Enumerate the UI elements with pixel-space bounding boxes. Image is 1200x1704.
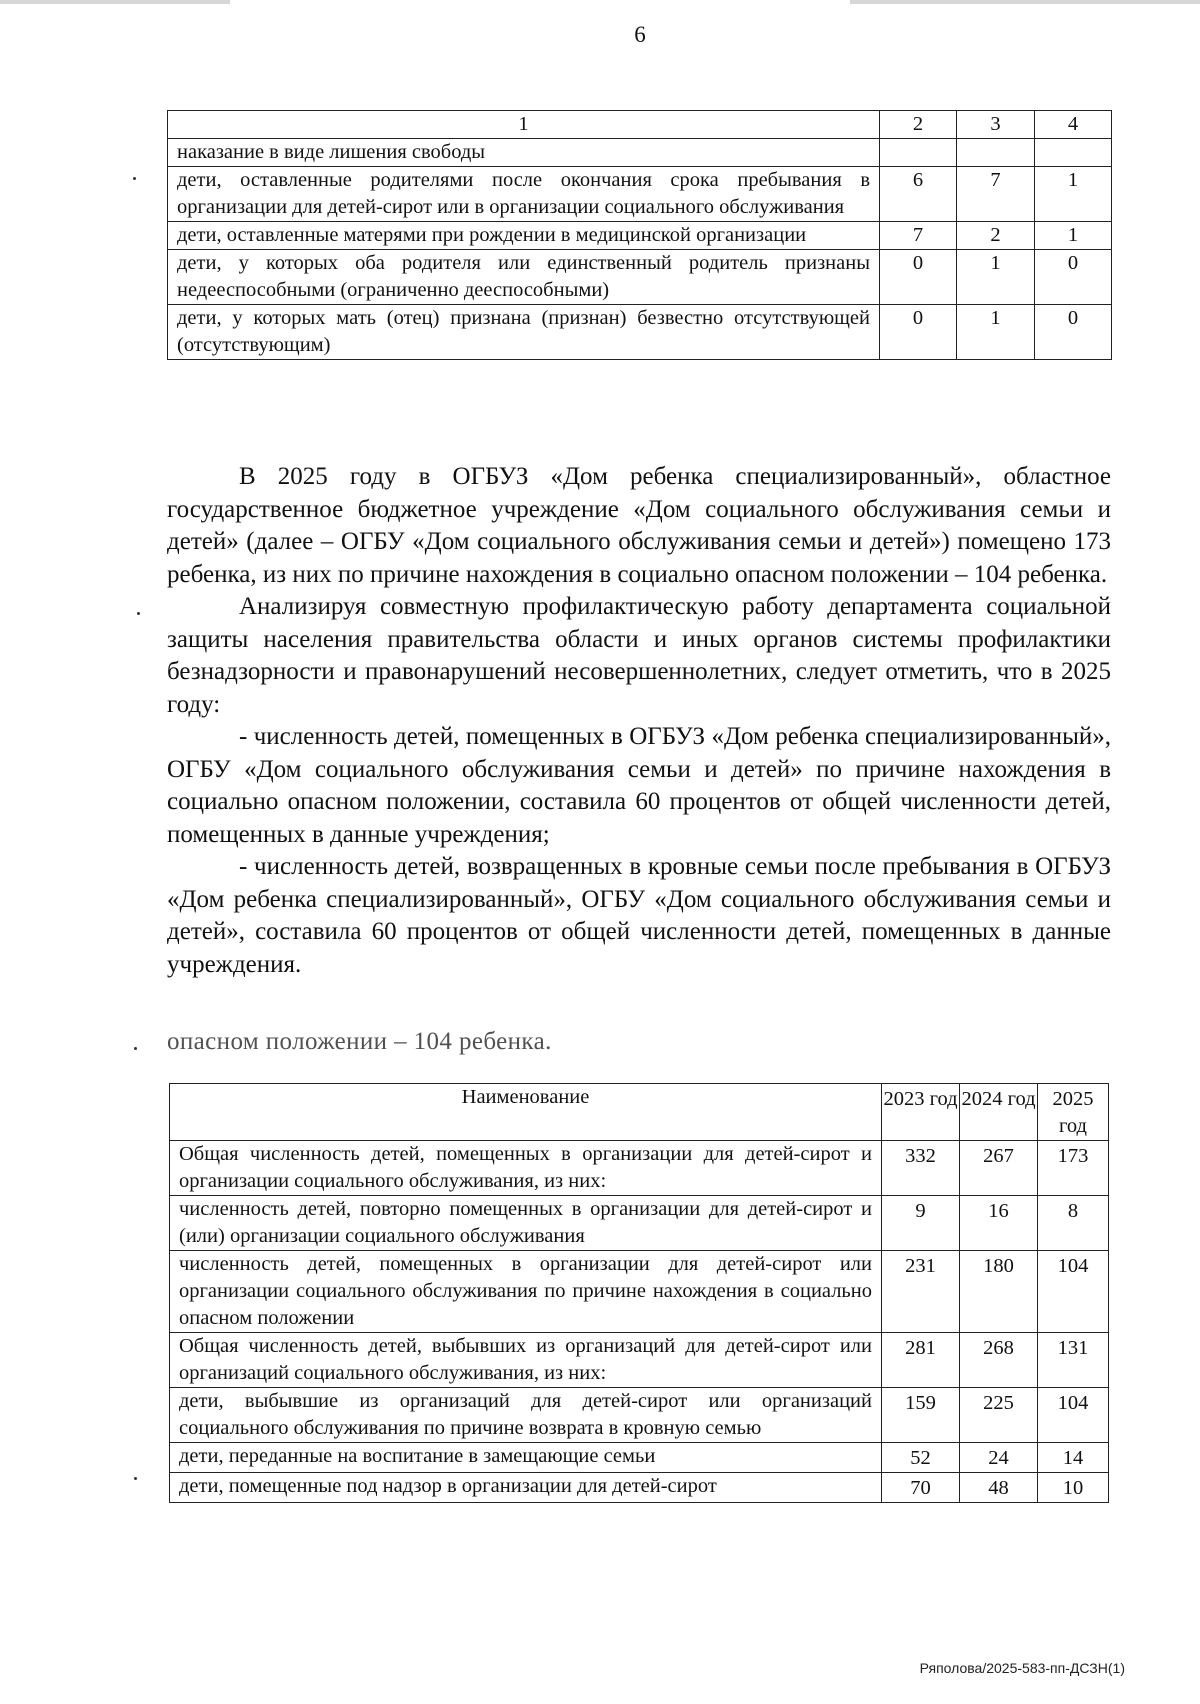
cell-value: 267 (960, 1141, 1038, 1196)
row-label: дети, выбывшие из организаций для детей-сирот или организаций социального обслуживания по причине возврата в кровную семью (170, 1388, 882, 1443)
scan-artifact-dot (134, 1477, 137, 1480)
cell-value: 48 (960, 1473, 1038, 1503)
cell-value: 7 (880, 222, 957, 250)
scan-artifact-dot (133, 177, 136, 180)
cell-value: 0 (880, 305, 957, 360)
cell-value: 9 (882, 1196, 960, 1251)
cell-value: 231 (882, 1251, 960, 1333)
table-header-row (170, 1084, 1109, 1141)
table-row (168, 222, 1112, 250)
table-row (168, 250, 1112, 305)
table-row (170, 1141, 1109, 1196)
cell-value: 14 (1038, 1443, 1109, 1473)
column-header-2023: 2023 год (882, 1084, 960, 1141)
cell-value: 1 (957, 250, 1035, 305)
cell-value: 0 (880, 250, 957, 305)
page-number: 6 (634, 22, 646, 47)
body-text (167, 461, 1111, 981)
row-label: дети, переданные на воспитание в замещающие семьи (170, 1443, 882, 1473)
cell-value: 1 (957, 305, 1035, 360)
column-header-2025: 2025 год (1038, 1084, 1109, 1141)
cell-value: 159 (882, 1388, 960, 1443)
cell-value: 6 (880, 167, 957, 222)
paragraph: Анализируя совместную профилактическую работу департамента социальной защиты населения правительства области и иных органов системы профилактики безнадзорности и правонарушений несовершеннолетних, следует отметить, что в 2025 году: (167, 593, 1111, 718)
cell-value (957, 139, 1035, 167)
cell-value: 225 (960, 1388, 1038, 1443)
column-header: 2 (880, 111, 957, 139)
row-label: Общая численность детей, выбывших из организаций для детей-сирот или организаций социального обслуживания, из них: (170, 1333, 882, 1388)
scan-edge-left (0, 0, 230, 4)
table-children-categories (167, 110, 1112, 360)
row-label: наказание в виде лишения свободы (168, 139, 880, 167)
table-header-row (168, 111, 1112, 139)
cell-value (880, 139, 957, 167)
table-row (168, 139, 1112, 167)
row-label: дети, у которых оба родителя или единственный родитель признаны недееспособными (ограниченно дееспособными) (168, 250, 880, 305)
cell-value: 7 (957, 167, 1035, 222)
cell-value: 104 (1038, 1251, 1109, 1333)
cell-value: 268 (960, 1333, 1038, 1388)
document-footer-code: Ряполова/2025-583-пп-ДСЗН(1) (919, 1660, 1125, 1676)
scan-artifact-dot (134, 1047, 137, 1050)
overlapping-scan-text: опасном положении – 104 ребенка. (167, 1028, 552, 1055)
cell-value: 52 (882, 1443, 960, 1473)
table-row (168, 167, 1112, 222)
cell-value: 1 (1035, 167, 1112, 222)
cell-value: 0 (1035, 250, 1112, 305)
column-header: 4 (1035, 111, 1112, 139)
cell-value: 24 (960, 1443, 1038, 1473)
row-label: численность детей, повторно помещенных в организации для детей-сирот и (или) организации социального обслуживания (170, 1196, 882, 1251)
cell-value: 332 (882, 1141, 960, 1196)
column-header: 1 (168, 111, 880, 139)
cell-value: 180 (960, 1251, 1038, 1333)
table-row (170, 1333, 1109, 1388)
row-label: численность детей, помещенных в организации для детей-сирот или организации социального обслуживания по причине нахождения в социально опасном положении (170, 1251, 882, 1333)
table-row (170, 1251, 1109, 1333)
paragraph: - численность детей, помещенных в ОГБУЗ «Дом ребенка специализированный», ОГБУ «Дом социального обслуживания семьи и детей» по причине нахождения в социально опасном положении, составила 60 процентов от общей численности детей, помещенных в данные учреждения; (167, 723, 1111, 848)
table-row (170, 1443, 1109, 1473)
cell-value: 104 (1038, 1388, 1109, 1443)
column-header-2024: 2024 год (960, 1084, 1038, 1141)
paragraph: - численность детей, возвращенных в кровные семьи после пребывания в ОГБУЗ «Дом ребенка специализированный», ОГБУ «Дом социального обслуживания семьи и детей», составила 60 процентов от общей численности детей, помещенных в данные учреждения. (167, 853, 1111, 978)
scan-artifact-dot (137, 612, 140, 615)
cell-value: 70 (882, 1473, 960, 1503)
table-row (170, 1388, 1109, 1443)
column-header: 3 (957, 111, 1035, 139)
cell-value: 281 (882, 1333, 960, 1388)
cell-value: 8 (1038, 1196, 1109, 1251)
table-row (170, 1196, 1109, 1251)
row-label: дети, оставленные родителями после окончания срока пребывания в организации для детей-сирот или в организации социального обслуживания (168, 167, 880, 222)
row-label: Общая численность детей, помещенных в организации для детей-сирот и организации социального обслуживания, из них: (170, 1141, 882, 1196)
table-row (170, 1473, 1109, 1503)
cell-value: 131 (1038, 1333, 1109, 1388)
cell-value: 1 (1035, 222, 1112, 250)
cell-value: 173 (1038, 1141, 1109, 1196)
paragraph: В 2025 году в ОГБУЗ «Дом ребенка специализированный», областное государственное бюджетное учреждение «Дом социального обслуживания семьи и детей» (далее – ОГБУ «Дом социального обслуживания семьи и детей») помещено 173 ребенка, из них по причине нахождения в социально опасном положении – 104 ребенка. (167, 463, 1111, 588)
cell-value: 2 (957, 222, 1035, 250)
table-row (168, 305, 1112, 360)
scan-edge-right (850, 0, 1200, 4)
cell-value: 0 (1035, 305, 1112, 360)
cell-value: 16 (960, 1196, 1038, 1251)
row-label: дети, у которых мать (отец) признана (признан) безвестно отсутствующей (отсутствующим) (168, 305, 880, 360)
table-children-statistics (169, 1083, 1109, 1503)
row-label: дети, помещенные под надзор в организации для детей-сирот (170, 1473, 882, 1503)
row-label: дети, оставленные матерями при рождении в медицинской организации (168, 222, 880, 250)
cell-value (1035, 139, 1112, 167)
cell-value: 10 (1038, 1473, 1109, 1503)
column-header-name: Наименование (170, 1084, 882, 1141)
